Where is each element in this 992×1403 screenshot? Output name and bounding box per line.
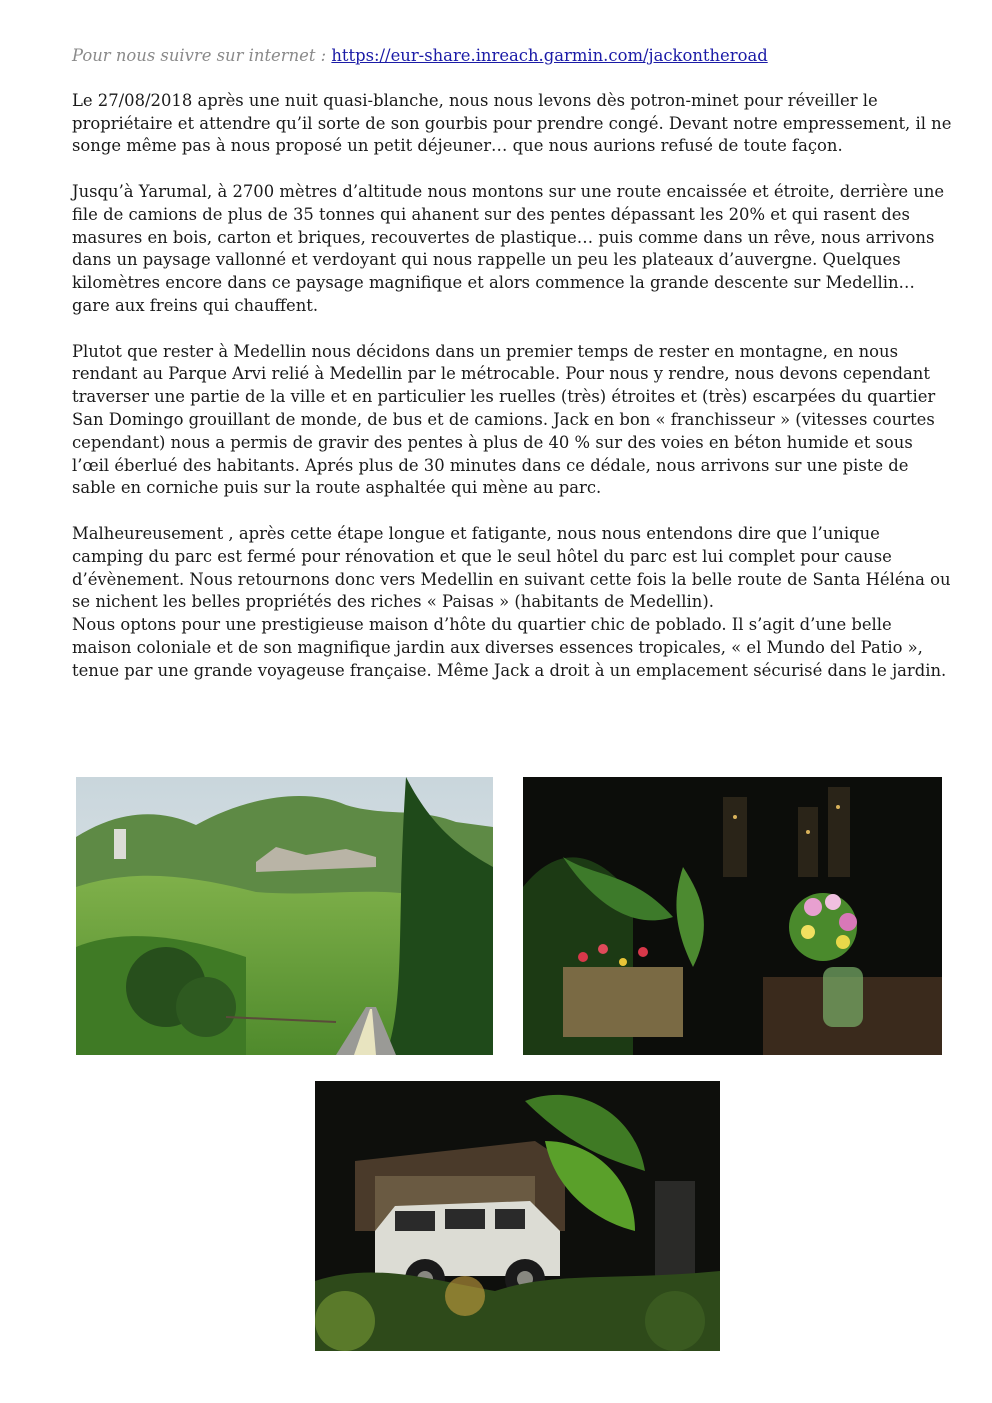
paragraph-guest-house: Nous optons pour une prestigieuse maison d’hôte du quartier chic de poblado. Il s’agit d’une belle maison coloniale et de son magnifique jardin aux diverses essences tropicales, « el Mundo del Patio », tenue par une grande voyageuse française. Même Jack a droit à un emplacement sécurisé dans le jardin. — [72, 615, 947, 680]
follow-line — [72, 45, 952, 68]
white-4x4-garden-night-photo — [315, 1081, 720, 1351]
night-garden-flowers-photo — [523, 777, 942, 1055]
paragraph-parque-arvi: Plutot que rester à Medellin nous décidons dans un premier temps de rester en montagne, en nous rendant au Parque Arvi relié à Medellin par le métrocable. Pour nous y rendre, nous devons cependant traverser une partie de la ville et en particulier les ruelles (très) étroites et (très) escarpées du quartier San Domingo grouillant de monde, de bus et de camions. Jack en bon « franchisseur » (vitesses courtes cependant) nous a permis de gravir des pentes à plus de 40 % sur des voies en béton humide et sous l’œil éberlué des habitants. Aprés plus de 30 minutes dans ce dédale, nous arrivons sur une piste de sable en corniche puis sur la route asphaltée qui mène au parc. — [72, 341, 936, 498]
paragraph-departure: Le 27/08/2018 après une nuit quasi-blanche, nous nous levons dès potron-minet pour réveiller le propriétaire et attendre qu’il sorte de son gourbis pour prendre congé. Devant notre empressement, il ne songe même pas à nous proposé un petit déjeuner… que nous aurions refusé de toute façon. — [72, 90, 952, 156]
paragraph-camping-closed: Malheureusement , après cette étape longue et fatigante, nous nous entendons dire que l’unique camping du parc est fermé pour rénovation et que le seul hôtel du parc est lui complet pour cause d’évènement. Nous retournons donc vers Medellin en suivant cette fois la belle route de Santa Héléna ou se nichent les belles propriétés des riches « Paisas » (habitants de Medellin). — [72, 523, 951, 612]
follow-label: Pour nous suivre sur internet : — [72, 46, 332, 65]
article-text — [72, 45, 952, 705]
paragraph-yarumal: Jusqu’à Yarumal, à 2700 mètres d’altitude nous montons sur une route encaissée et étroite, derrière une file de camions de plus de 35 tonnes qui ahanent sur des pentes dépassant les 20% et qui rasent des masures en bois, carton et briques, recouvertes de plastique… puis comme dans un rêve, nous arrivons dans un paysage vallonné et verdoyant qui nous rappelle un peu les plateaux d’auvergne. Quelques kilomètres encore dans ce paysage magnifique et alors commence la grande descente sur Medellin… gare aux freins qui chauffent. — [72, 181, 945, 315]
tracking-link[interactable]: https://eur-share.inreach.garmin.com/jackontheroad — [331, 46, 768, 65]
green-hills-road-photo — [76, 777, 493, 1055]
